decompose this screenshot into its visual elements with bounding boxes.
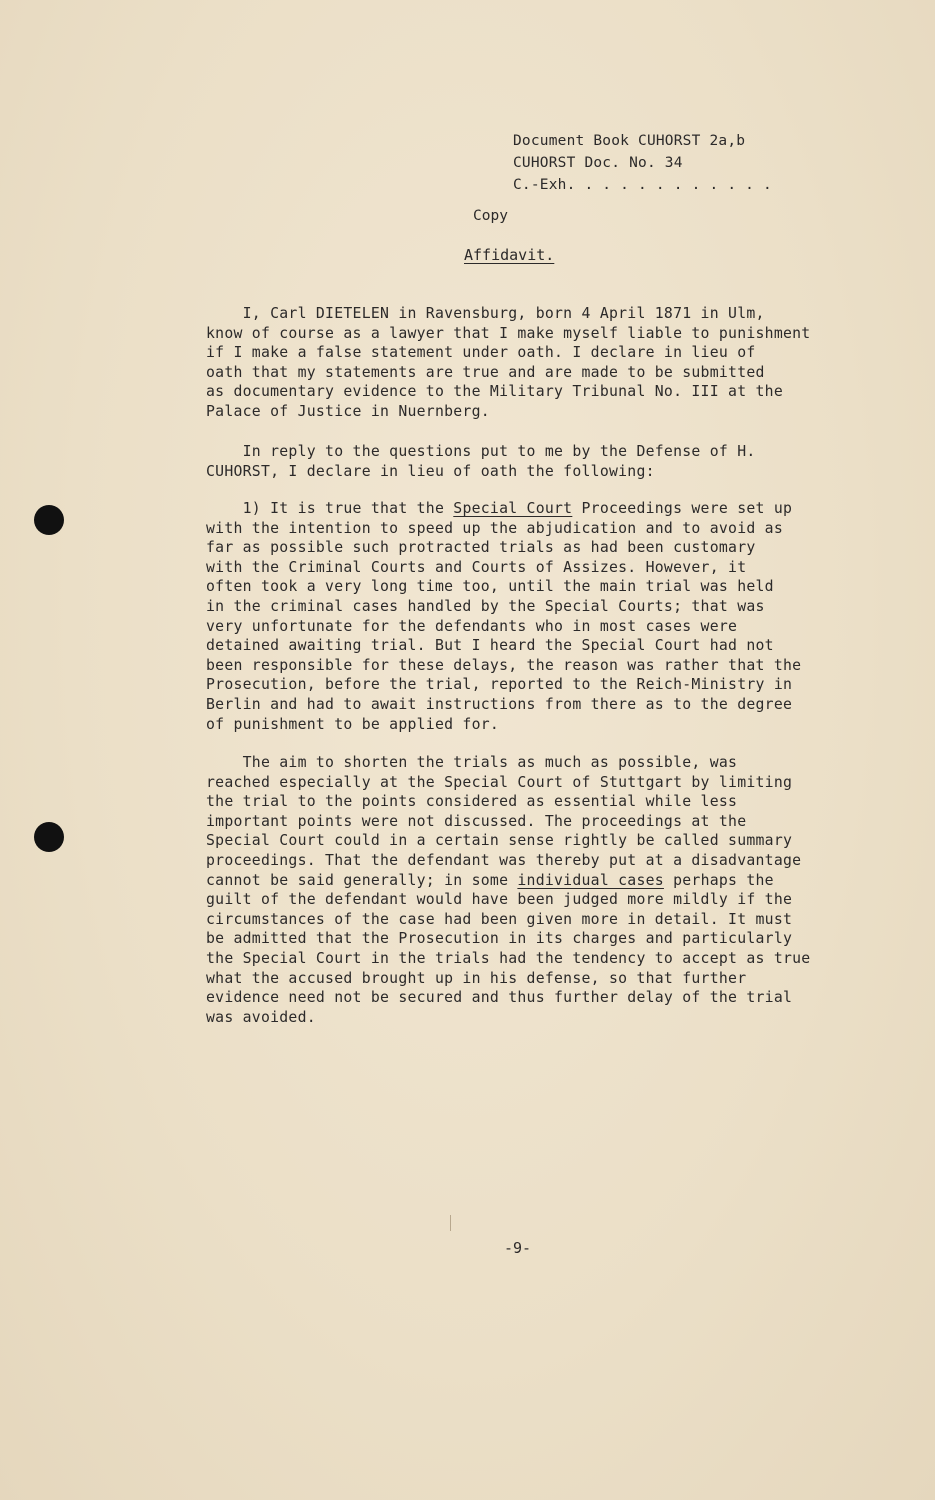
page-number: -9- (504, 1239, 532, 1257)
underlined-term: individual cases (517, 871, 664, 889)
text-line: of punishment to be applied for. (206, 715, 500, 733)
text-line: Prosecution, before the trial, reported to the Reich-Ministry in (206, 676, 793, 694)
text-line: important points were not discussed. The proceedings at the (206, 812, 747, 830)
text-line: was avoided. (206, 1008, 316, 1026)
text-line: reached especially at the Special Court of Stuttgart by limiting (206, 773, 793, 791)
text-segment: 1) It is true that the (206, 500, 454, 517)
text-segment: perhaps the (663, 871, 774, 889)
text-line: guilt of the defendant would have been judged more mildly if the (206, 891, 793, 909)
text-line: circumstances of the case had been given more in detail. It must (206, 910, 793, 928)
doc-number-line: CUHORST Doc. No. 34 (513, 155, 683, 171)
punch-hole (34, 822, 64, 852)
copy-label: Copy (473, 208, 508, 224)
paragraph-reply-intro (206, 442, 856, 481)
text-line: I, Carl DIETELEN in Ravensburg, born 4 April 1871 in Ulm, (206, 305, 765, 322)
doc-book-line: Document Book CUHORST 2a,b (513, 133, 746, 149)
text-line: with the Criminal Courts and Courts of Assizes. However, it (206, 558, 747, 576)
document-header (513, 130, 772, 196)
text-line: far as possible such protracted trials as had been customary (206, 539, 756, 557)
text-line: very unfortunate for the defendants who in most cases were (206, 617, 738, 635)
text-segment: Proceedings were set up (572, 500, 793, 517)
text-line: oath that my statements are true and are made to be submitted (206, 363, 765, 381)
text-line: In reply to the questions put to me by the Defense of H. (206, 443, 756, 460)
text-line: Palace of Justice in Nuernberg. (206, 402, 490, 420)
text-line: CUHORST, I declare in lieu of oath the following: (206, 462, 655, 480)
punch-hole (34, 505, 64, 535)
text-line: be admitted that the Prosecution in its charges and particularly (206, 930, 793, 948)
text-line: Berlin and had to await instructions from there as to the degree (206, 695, 793, 713)
text-line: proceedings. That the defendant was thereby put at a disadvantage (206, 851, 802, 869)
exhibit-line: C.-Exh. . . . . . . . . . . . (513, 177, 772, 193)
text-line (206, 871, 856, 891)
text-line: been responsible for these delays, the reason was rather that the (206, 656, 802, 674)
pencil-mark (450, 1215, 451, 1231)
text-line (206, 499, 856, 519)
paragraph-summary-proceedings (206, 753, 856, 1027)
text-line: if I make a false statement under oath. I declare in lieu of (206, 344, 756, 362)
text-line: the Special Court in the trials had the tendency to accept as true (206, 949, 811, 967)
text-line: evidence need not be secured and thus further delay of the trial (206, 989, 793, 1007)
text-line: the trial to the points considered as essential while less (206, 793, 738, 811)
text-line: in the criminal cases handled by the Special Courts; that was (206, 597, 765, 615)
underlined-term: Special Court (453, 500, 573, 517)
document-title: Affidavit. (464, 246, 555, 264)
paragraph-point-1 (206, 499, 856, 734)
text-line: The aim to shorten the trials as much as possible, was (206, 754, 738, 771)
text-line: Special Court could in a certain sense rightly be called summary (206, 832, 793, 850)
text-line: know of course as a lawyer that I make myself liable to punishment (206, 324, 811, 342)
paragraph-oath-statement (206, 304, 856, 422)
text-segment: cannot be said generally; in some (206, 871, 518, 889)
text-line: what the accused brought up in his defense, so that further (206, 969, 747, 987)
text-line: often took a very long time too, until the main trial was held (206, 578, 774, 596)
text-line: as documentary evidence to the Military Tribunal No. III at the (206, 383, 783, 401)
text-line: detained awaiting trial. But I heard the Special Court had not (206, 637, 774, 655)
text-line: with the intention to speed up the abjudication and to avoid as (206, 519, 783, 537)
